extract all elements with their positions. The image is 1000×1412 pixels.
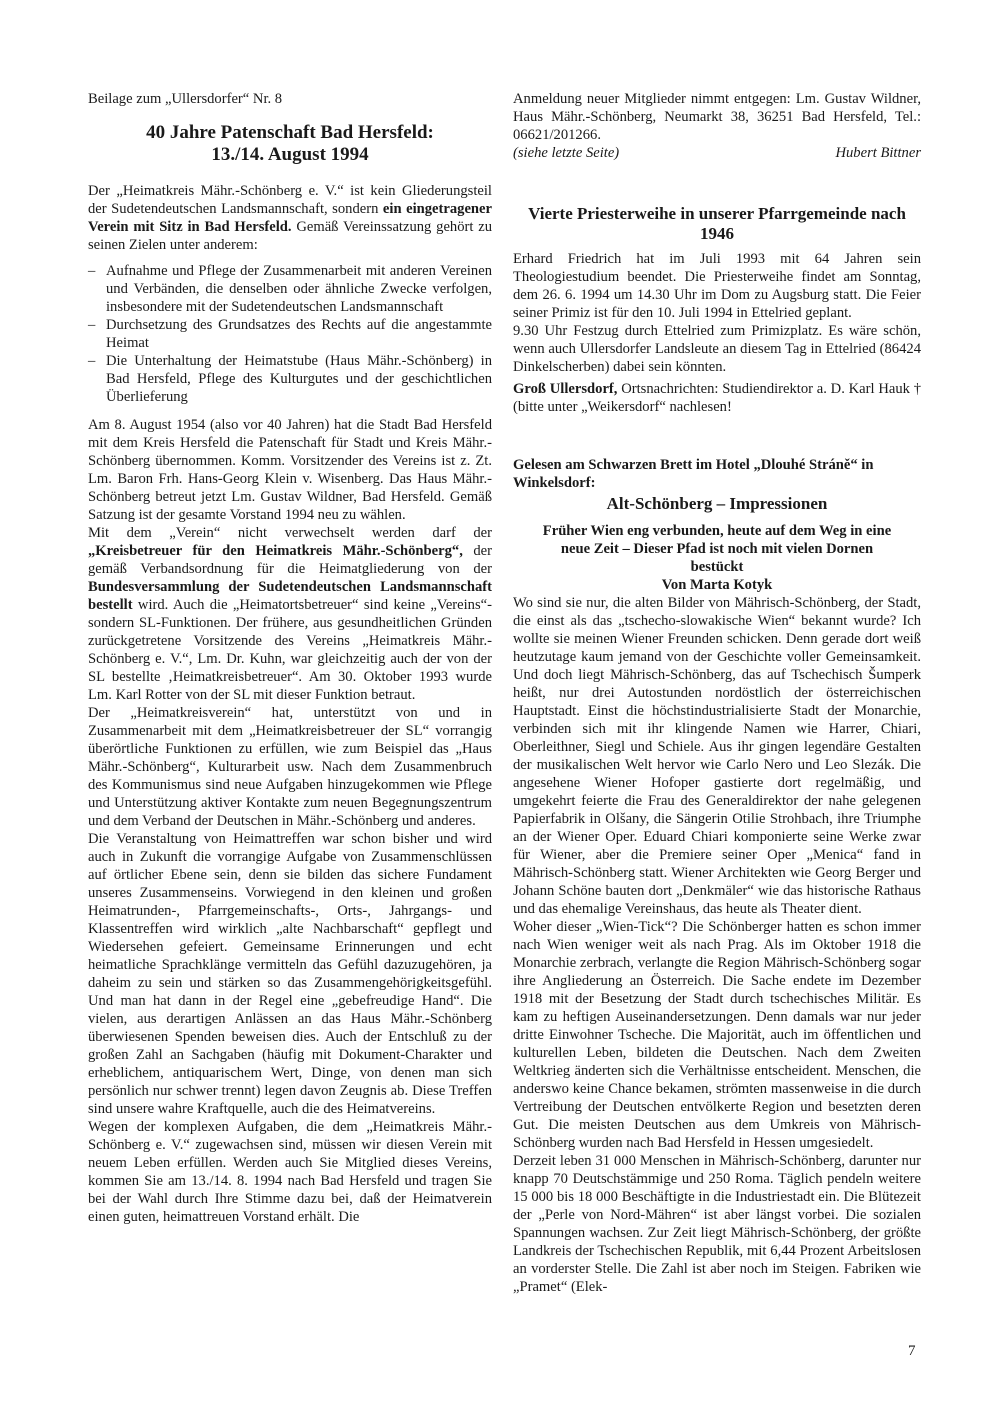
page-number: 7 [908, 1343, 916, 1359]
list-item: – Aufnahme und Pflege der Zusammenarbeit mit anderen Vereinen und Verbänden, die denselben oder ähnliche Zwecke verfolgen, insbesondere mit der Sudetendeutschen Landsmannschaft [88, 262, 492, 316]
text: Der „Heimatkreis Mähr.-Schönberg e. V.“ ist kein Gliederungsteil der Sudetendeutschen Landsmannschaft, sondern [88, 183, 492, 217]
supplement-line: Beilage zum „Ullersdorfer“ Nr. 8 [88, 91, 283, 107]
paragraph: 9.30 Uhr Festzug durch Ettelried zum Primizplatz. Es wäre schön, wenn auch Ullersdorfer Landsleute an diesem Tag in Ettelried (86424 Dinkelscherben) dabei sein könnten. [513, 323, 921, 375]
paragraph [88, 524, 492, 704]
text: Ortsnachrichten: Studiendirektor a. D. Karl Hauk † (bitte unter „Weikersdorf“ nachlesen! [513, 381, 921, 415]
paragraph: Der „Heimatkreisverein“ hat, unterstützt von und in Zusammenarbeit mit dem „Heimatkreisbetreuer der SL“ vorrangig überörtliche Funktionen zu erfüllen, wie zum Beispiel das „Haus Mähr.-Schönberg“, Kulturarbeit usw. Nach dem Zusammenbruch des Kommunismus sind neue Aufgaben hinzugekommen wie Pflege und Unterstützung aktiver Kontakte zum neuen Begegnungszentrum und dem Verband der Deutschen in Mähr.-Schönberg und anderes. [88, 705, 492, 829]
title-line: 40 Jahre Patenschaft Bad Hersfeld: [146, 122, 434, 143]
paragraph: Anmeldung neuer Mitglieder nimmt entgegen: Lm. Gustav Wildner, Haus Mähr.-Schönberg, Neumarkt 38, 36251 Bad Hersfeld, Tel.: 06621/201266. [513, 91, 921, 143]
paragraph: Wo sind sie nur, die alten Bilder von Mährisch-Schönberg, der Stadt, die einst als das „tschecho-slowakische Wien“ bekannt wurde? Ich wollte sie meinen Wiener Freunden schicken. Denn gerade dort weiß heutzutage kaum jemand von der Geschichte voller Gemeinsamkeit. Und doch liegt Mährisch-Schönberg, das auf Tschechisch Šumperk heißt, nur drei Autostunden nordöstlich der österreichischen Hauptstadt. Einst die höchstindustrialisierte Stadt der Monarchie, verbinden sich mit ihr klingende Namen wie Harrer, Chiari, Oberleithner, Siegl und Schiele. Aus ihr gingen legendäre Gestalten der musikalischen Welt hervor wie Carlo Nero und Leo Slezák. Die angesehene Wiener Hofoper gastierte dort regelmäßig, und umgekehrt feierte die Frau des Generaldirektor der nahe gelegenen Papierfabrik in Olšany, die Sängerin Otilie Strohbach, ihre Triumphe an der Wiener Oper. Eduard Chiari komponierte seine Werke zwar für Wiener, aber die Premiere seiner Oper „Menica“ fand in Mährisch-Schönberg statt. Wiener Architekten wie Georg Berger und Johann Schöne bauten dort „Denkmäler“ wie das historische Rathaus und das ehemalige Vereinshaus, das heute als Theater dient. [513, 595, 921, 917]
paragraph: Woher dieser „Wien-Tick“? Die Schönberger hatten es schon immer nach Wien weniger weit als nach Prag. Als im Oktober 1918 die Monarchie zerbrach, verlangte die Region Mährisch-Schönberg sogar ihre Angliederung an Österreich. Die Sache endete im Dezember 1918 mit der Besetzung der Stadt durch tschechisches Militär. Es kam zu heftigen Auseinandersetzungen. Denn damals war nur jeder dritte Einwohner Tscheche. Die Majorität, auch im öffentlichen und kulturellen Leben, bildeten die Deutschen. Nach dem Zweiten Weltkrieg änderten sich die Verhältnisse entscheident. Menschen, die anderswo keine Chance bekamen, strömten massenweise in die durch Vertreibung der Deutschen entvölkerte Region und besetzten deren Gut. Die meisten Deutschen aus dem Umkreis von Mährisch-Schönberg wurden nach Bad Hersfeld in Hessen umgesiedelt. [513, 919, 921, 1151]
title-line: 13./14. August 1994 [211, 144, 369, 165]
kicker: Gelesen am Schwarzen Brett im Hotel „Dlouhé Stráně“ in Winkelsdorf: [513, 457, 874, 491]
reference-note: (siehe letzte Seite) [513, 145, 620, 161]
list-item: – Durchsetzung des Grundsatzes des Rechts auf die angestammte Heimat [88, 316, 492, 352]
text: wird. Auch die „Heimatortsbetreuer“ sind keine „Vereins“-sondern SL-Funktionen. Der frühere, aus gesundheitlichen Gründen zurückgetretene Vorsitzende des Vereins „Heimatkreis Mähr.-Schönberg e. V.“, Lm. Dr. Kuhn, war gleichzeitig auch der von der SL bestellte ‚Heimatkreisbetreuer“. Am 30. Oktober 1993 wurde Lm. Karl Rotter von der SL mit dieser Funktion betraut. [88, 597, 492, 703]
bold-text: Groß Ullersdorf, [513, 381, 618, 397]
list-item: – Die Unterhaltung der Heimatstube (Haus Mähr.-Schönberg) in Bad Hersfeld, Pflege des Kulturgutes und der geschichtlichen Überlieferung [88, 352, 492, 406]
paragraph: Derzeit leben 31 000 Menschen in Mährisch-Schönberg, darunter nur knapp 70 Deutschstämmige und 250 Roma. Täglich pendeln weitere 15 000 bis 18 000 Beschäftigte in die Industriestadt ein. Die Blütezeit der „Perle von Nord-Mähren“ ist aber längst vorbei. Die sozialen Spannungen wachsen. Zur Zeit liegt Mährisch-Schönberg, der größte Landkreis der Tschechischen Republik, mit 6,44 Prozent Arbeitslosen an vorderster Stelle. Die Zahl ist aber noch im Steigen. Fabriken wie „Pramet“ (Elek- [513, 1153, 921, 1295]
paragraph: Erhard Friedrich hat im Juli 1993 mit 64 Jahren sein Theologiestudium beendet. Die Priesterweihe findet am Sonntag, dem 26. 6. 1994 um 14.30 Uhr im Dom zu Augsburg statt. Die Feier seiner Primiz ist für den 10. Juli 1994 in Ettelried geplant. [513, 251, 921, 321]
left-column [88, 90, 492, 1226]
article-title: Vierte Priesterweihe in unserer Pfarrgemeinde nach 1946 [528, 204, 906, 243]
right-column [513, 90, 921, 1296]
bold-text: „Kreisbetreuer für den Heimatkreis Mähr.-Schönberg“, [88, 543, 463, 559]
subtitle: Früher Wien eng verbunden, heute auf dem Weg in eine neue Zeit – Dieser Pfad ist noch mit vielen Dornen bestückt [542, 523, 892, 575]
paragraph: Wegen der komplexen Aufgaben, die dem „Heimatkreis Mähr.-Schönberg e. V.“ zugewachsen sind, müssen wir diesen Verein mit neuem Leben erfüllen. Werden auch Sie Mitglied dieses Vereins, kommen Sie am 13./14. 8. 1994 nach Bad Hersfeld und tragen Sie bei der Wahl durch Ihre Stimme dazu bei, daß der Heimatverein einen guten, heimattreuen Vorstand erhält. Die [88, 1119, 492, 1225]
signature-row [513, 144, 921, 162]
article-title [88, 122, 492, 166]
intro-paragraph [88, 182, 492, 254]
bold-text: Bundesversammlung der Sudetendeutschen Landsmannschaft bestellt [88, 579, 492, 613]
paragraph: Die Veranstaltung von Heimattreffen war schon bisher und wird auch in Zukunft die vorrangige Aufgabe von Zusammenschlüssen auf örtlicher Ebene sein, denn sie bilden das sichere Fundament unseres Zusammenseins. Vorwiegend in den kleinen und großen Heimatrunden-, Pfarrgemeinschafts-, Orts-, Jahrgangs- und Klassentreffen wird wirklich „alte Nachbarschaft“ gepflegt und Wiedersehen gefeiert. Gemeinsame Erinnerungen und echt heimatliche Sprachklänge vermitteln das Gefühl dazuzugehören, ja daheim zu sein und stärken so das Zusammengehörigkeitsgefühl. Und man hat dann in der Regel eine „gebefreudige Hand“. Die vielen, aus derartigen Anlässen an das Haus Mähr.-Schönberg überwiesenen Spenden beweisen dies. Auch der Entschluß zu der großen Zahl an Sachgaben (häufig mit Dokument-Charakter und erheblichem, antiquarischem Wert, Dinge, von denen man sich persönlich nur schwer trennt) legen davon Zeugnis ab. Diese Treffen sind unsere wahre Kraftquelle, auch die des Heimatvereins. [88, 831, 492, 1117]
text: der gemäß Verbandsordnung für die Heimatgliederung von der [88, 543, 492, 577]
bold-text: ein eingetragener Verein mit Sitz in Bad Hersfeld. [88, 201, 493, 235]
article-title: Alt-Schönberg – Impressionen [606, 494, 828, 513]
text: Mit dem „Verein“ nicht verwechselt werden darf der [88, 525, 492, 541]
author: Hubert Bittner [835, 145, 921, 161]
byline: Von Marta Kotyk [661, 577, 773, 593]
text: Gemäß Vereinssatzung gehört zu seinen Zielen unter anderem: [88, 219, 492, 253]
paragraph: Am 8. August 1954 (also vor 40 Jahren) hat die Stadt Bad Hersfeld mit dem Kreis Hersfeld die Patenschaft für Stadt und Kreis Mähr.-Schönberg übernommen. Komm. Vorsitzender des Vereins ist z. Zt. Lm. Baron Frh. Hans-Georg Klein v. Wisenberg. Das Haus Mähr.-Schönberg betreut jetzt Lm. Gustav Wildner, Bad Hersfeld. Gemäß Satzung ist der gesamte Vorstand 1994 neu zu wählen. [88, 417, 492, 523]
paragraph [513, 380, 921, 416]
goals-list [88, 262, 492, 406]
